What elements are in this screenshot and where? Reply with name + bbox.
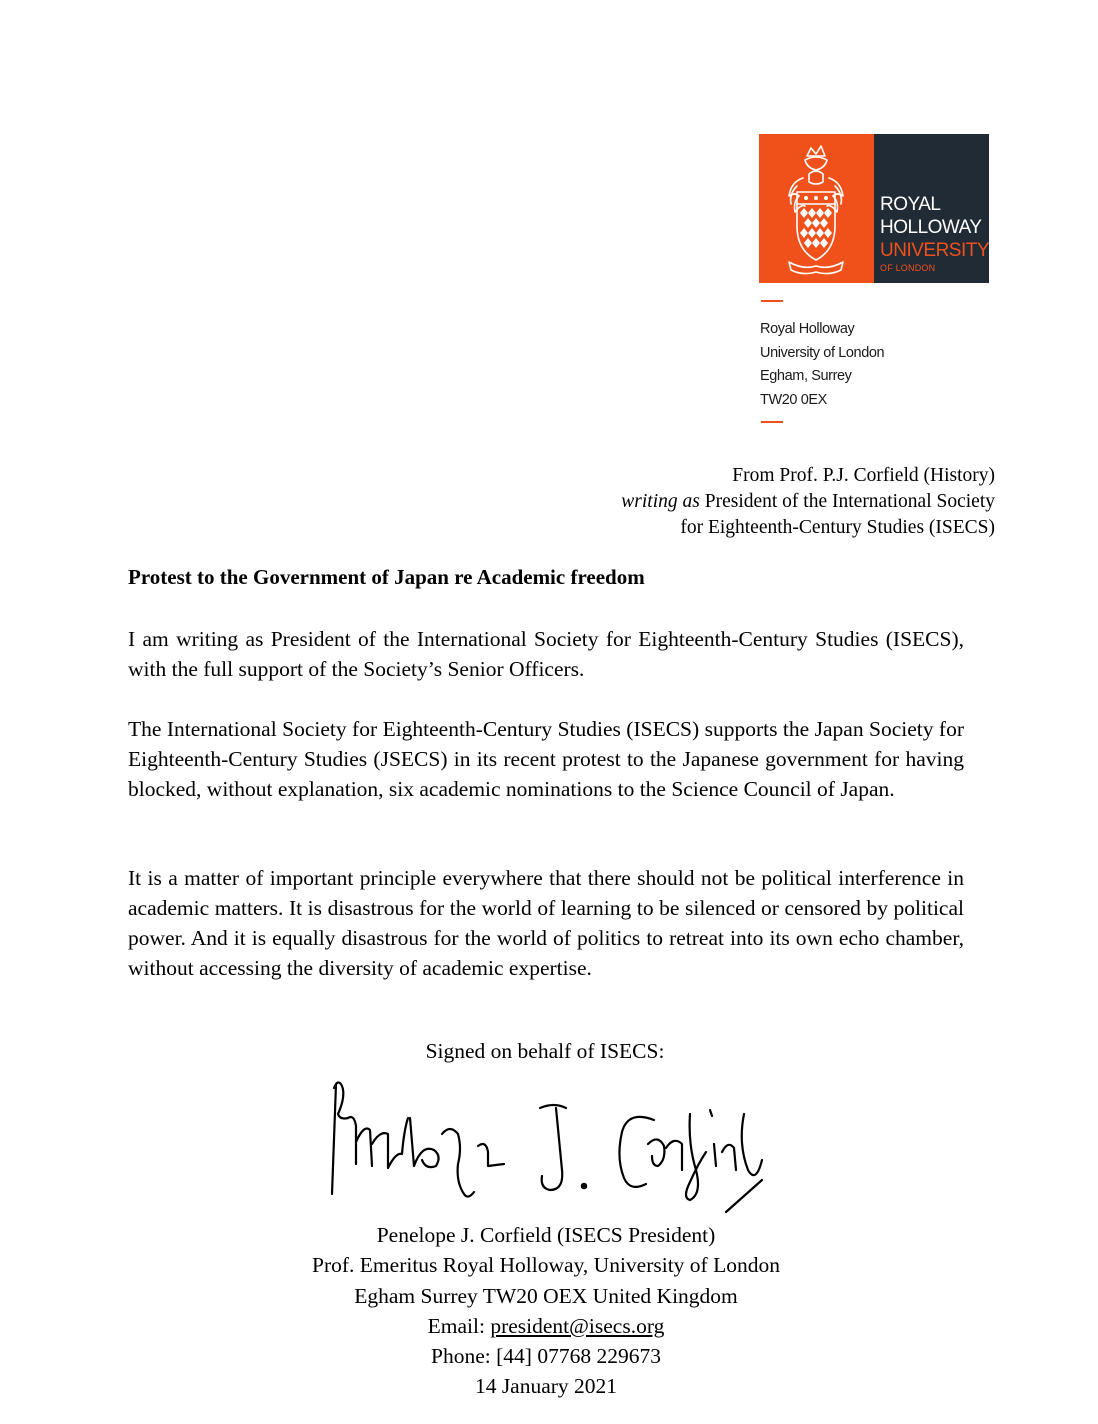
signatory-address: Egham Surrey TW20 OEX United Kingdom <box>354 1283 738 1308</box>
logo-wordmark-panel <box>874 134 989 283</box>
sender-line-rest: President of the International Society <box>699 491 995 512</box>
university-crest-icon <box>759 134 874 283</box>
institution-address <box>760 318 884 412</box>
sender-italic: writing as <box>621 491 700 512</box>
letter-date: 14 January 2021 <box>474 1374 618 1399</box>
sender-line <box>621 489 995 515</box>
body-paragraph: The International Society for Eighteenth-Century Studies (ISECS) supports the Japan Society for Eighteenth-Century Studies (JSECS) in its recent protest to the Japanese government for having blocked, without explanation, six academic nominations to the Science Council of Japan. <box>128 717 964 801</box>
email-link[interactable]: president@isecs.org <box>490 1313 665 1338</box>
signatory-email-line <box>0 1311 1092 1341</box>
logo-line-of-london: OF LONDON <box>880 263 936 273</box>
signatory-name: Penelope J. Corfield (ISECS President) <box>376 1223 716 1247</box>
logo-line-holloway: HOLLOWAY <box>880 217 982 238</box>
address-line: University of London <box>760 344 885 361</box>
logo-line-royal: ROYAL <box>880 194 941 215</box>
body-paragraph: I am writing as President of the International Society for Eighteenth-Century Studies (ISECS), with the full support of the Society’s Senior Officers. <box>128 627 964 681</box>
sender-line: for Eighteenth-Century Studies (ISECS) <box>680 517 995 538</box>
closing-block <box>0 1220 1092 1402</box>
address-line: TW20 0EX <box>760 391 827 408</box>
signatory-phone: Phone: [44] 07768 229673 <box>431 1344 661 1369</box>
letter-subject: Protest to the Government of Japan re Academic freedom <box>128 565 645 589</box>
royal-holloway-logo <box>759 134 989 283</box>
email-label: Email: <box>427 1313 491 1338</box>
address-top-rule <box>761 300 783 302</box>
sender-block <box>621 463 995 541</box>
address-line: Royal Holloway <box>760 321 855 337</box>
logo-crest-panel <box>759 134 874 283</box>
address-line: Egham, Surrey <box>760 368 852 384</box>
sender-line: From Prof. P.J. Corfield (History) <box>732 465 995 486</box>
logo-line-university: UNIVERSITY <box>880 240 990 261</box>
handwritten-signature-icon <box>318 1074 778 1224</box>
address-bottom-rule <box>761 421 783 423</box>
signatory-title: Prof. Emeritus Royal Holloway, University of London <box>312 1253 780 1278</box>
signed-on-behalf: Signed on behalf of ISECS: <box>425 1039 665 1063</box>
body-paragraph: It is a matter of important principle everywhere that there should not be political interference in academic matters. It is disastrous for the world of learning to be silenced or censored by political power. And it is equally disastrous for the world of politics to retreat into its own echo chamber, without accessing the diversity of academic expertise. <box>128 866 964 980</box>
